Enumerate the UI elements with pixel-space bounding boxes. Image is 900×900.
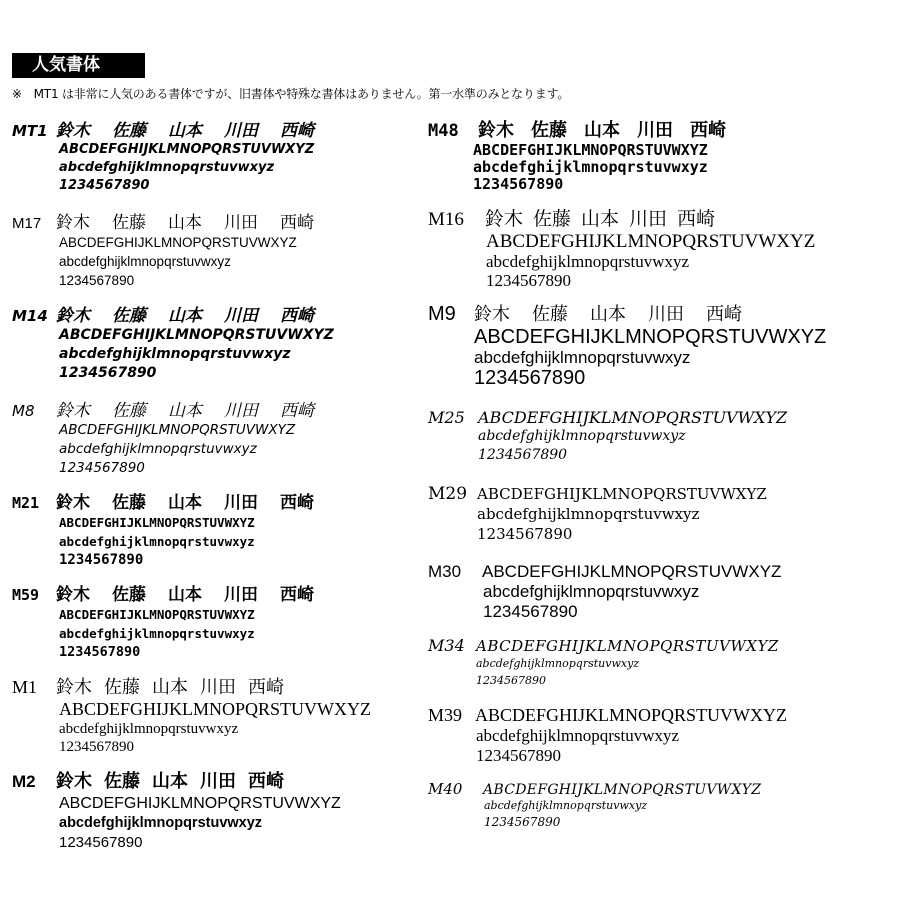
font-code: M34 [428, 636, 465, 655]
uppercase-sample: ABCDEFGHIJKLMNOPQRSTUVWXYZ [473, 141, 708, 159]
font-code: M8 [12, 402, 35, 420]
kanji-names: 鈴木 佐藤 山本 川田 西崎 [478, 120, 726, 141]
lowercase-sample: abcdefghijklmnopqrstuvwxyz [476, 726, 680, 745]
font-code: M59 [12, 586, 40, 604]
font-sample-m40 [428, 780, 761, 831]
font-sample-m14 [12, 301, 336, 383]
font-code: M9 [428, 303, 456, 325]
font-sample-m59 [12, 580, 336, 662]
uppercase-sample: ABCDEFGHIJKLMNOPQRSTUVWXYZ [59, 699, 372, 719]
uppercase-sample: ABCDEFGHIJKLMNOPQRSTUVWXYZ [482, 562, 782, 581]
lowercase-sample: abcdefghijklmnopqrstuvwxyz [59, 721, 239, 737]
uppercase-sample: ABCDEFGHIJKLMNOPQRSTUVWXYZ [476, 637, 779, 655]
lowercase-sample: abcdefghijklmnopqrstuvwxyz [484, 799, 648, 812]
kanji-names: 鈴木 佐藤 山本 川田 西崎 [474, 304, 742, 324]
digits-sample: 1234567890 [59, 644, 141, 660]
kanji-names: 鈴木 佐藤 山本 川田 西崎 [56, 585, 314, 605]
uppercase-sample: ABCDEFGHIJKLMNOPQRSTUVWXYZ [478, 408, 788, 427]
font-sample-m2 [12, 767, 341, 852]
font-sample-m48 [428, 116, 743, 193]
digits-sample: 1234567890 [59, 834, 143, 851]
digits-sample: 1234567890 [59, 739, 134, 755]
font-sample-mt1 [12, 116, 336, 195]
lowercase-sample: abcdefghijklmnopqrstuvwxyz [474, 348, 691, 367]
kanji-names: 鈴木 佐藤 山本 川田 西崎 [56, 306, 314, 326]
font-sample-m34 [428, 636, 779, 689]
lowercase-sample: abcdefghijklmnopqrstuvwxyz [59, 815, 263, 831]
digits-sample: 1234567890 [477, 525, 573, 543]
font-code: M48 [428, 121, 459, 141]
font-sample-m17 [12, 208, 336, 290]
lowercase-sample: abcdefghijklmnopqrstuvwxyz [59, 534, 255, 549]
section-title: 人気書体 [12, 53, 145, 78]
lowercase-sample: abcdefghijklmnopqrstuvwxyz [59, 254, 231, 269]
lowercase-sample: abcdefghijklmnopqrstuvwxyz [483, 582, 700, 601]
digits-sample: 1234567890 [59, 460, 145, 476]
lowercase-sample: abcdefghijklmnopqrstuvwxyz [478, 428, 686, 444]
uppercase-sample: ABCDEFGHIJKLMNOPQRSTUVWXYZ [59, 142, 315, 157]
lowercase-sample: abcdefghijklmnopqrstuvwxyz [476, 657, 640, 670]
digits-sample: 1234567890 [476, 746, 561, 765]
kanji-names: 鈴木 佐藤 山本 川田 西崎 [485, 209, 716, 230]
font-sample-m16 [428, 204, 815, 290]
digits-sample: 1234567890 [486, 271, 571, 290]
digits-sample: 1234567890 [476, 674, 546, 687]
font-code: M14 [12, 307, 48, 325]
font-code: M1 [12, 677, 38, 697]
font-code: M30 [428, 562, 462, 581]
kanji-names: 鈴木 佐藤 山本 川田 西崎 [56, 677, 284, 697]
uppercase-sample: ABCDEFGHIJKLMNOPQRSTUVWXYZ [477, 485, 767, 503]
font-code: MT1 [12, 122, 48, 140]
kanji-names: 鈴木 佐藤 山本 川田 西崎 [56, 771, 284, 791]
digits-sample: 1234567890 [483, 602, 578, 621]
lowercase-sample: abcdefghijklmnopqrstuvwxyz [59, 626, 255, 641]
lowercase-sample: abcdefghijklmnopqrstuvwxyz [486, 252, 690, 271]
font-sample-m21 [12, 488, 336, 570]
kanji-names: 鈴木 佐藤 山本 川田 西崎 [56, 213, 314, 232]
font-sample-m8 [12, 396, 336, 478]
digits-sample: 1234567890 [59, 178, 150, 193]
uppercase-sample: ABCDEFGHIJKLMNOPQRSTUVWXYZ [59, 327, 334, 343]
lowercase-sample: abcdefghijklmnopqrstuvwxyz [477, 505, 700, 523]
font-code: M39 [428, 705, 463, 725]
uppercase-sample: ABCDEFGHIJKLMNOPQRSTUVWXYZ [486, 231, 816, 252]
digits-sample: 1234567890 [474, 367, 586, 389]
font-sample-m29 [428, 484, 767, 544]
uppercase-sample: ABCDEFGHIJKLMNOPQRSTUVWXYZ [483, 782, 762, 798]
digits-sample: 1234567890 [59, 552, 144, 568]
digits-sample: 1234567890 [478, 447, 568, 463]
font-code: M21 [12, 494, 40, 512]
kanji-names: 鈴木 佐藤 山本 川田 西崎 [56, 121, 314, 141]
font-sample-m25 [428, 408, 787, 465]
kanji-names: 鈴木 佐藤 山本 川田 西崎 [56, 401, 314, 421]
font-code: M2 [12, 772, 36, 791]
digits-sample: 1234567890 [484, 815, 561, 829]
font-sample-m9 [428, 300, 826, 389]
lowercase-sample: abcdefghijklmnopqrstuvwxyz [473, 158, 708, 176]
font-code: M25 [428, 408, 465, 427]
font-sample-m30 [428, 562, 781, 622]
font-code: M16 [428, 209, 464, 230]
uppercase-sample: ABCDEFGHIJKLMNOPQRSTUVWXYZ [59, 607, 255, 622]
lowercase-sample: abcdefghijklmnopqrstuvwxyz [59, 346, 291, 362]
uppercase-sample: ABCDEFGHIJKLMNOPQRSTUVWXYZ [475, 705, 788, 725]
digits-sample: 1234567890 [59, 273, 135, 288]
section-note: ※ MT1 は非常に人気のある書体ですが、旧書体や特殊な書体はありません。第一水準のみとなります。 [12, 87, 570, 101]
font-sample-m39 [428, 705, 787, 766]
kanji-names: 鈴木 佐藤 山本 川田 西崎 [56, 493, 314, 513]
lowercase-sample: abcdefghijklmnopqrstuvwxyz [59, 160, 275, 175]
font-sample-m1 [12, 673, 371, 756]
digits-sample: 1234567890 [473, 175, 564, 193]
font-code: M17 [12, 215, 42, 232]
lowercase-sample: abcdefghijklmnopqrstuvwxyz [59, 441, 257, 457]
uppercase-sample: ABCDEFGHIJKLMNOPQRSTUVWXYZ [59, 795, 341, 812]
digits-sample: 1234567890 [59, 365, 157, 381]
font-code: M40 [428, 780, 463, 798]
uppercase-sample: ABCDEFGHIJKLMNOPQRSTUVWXYZ [474, 326, 827, 348]
uppercase-sample: ABCDEFGHIJKLMNOPQRSTUVWXYZ [59, 235, 297, 250]
uppercase-sample: ABCDEFGHIJKLMNOPQRSTUVWXYZ [59, 515, 255, 530]
uppercase-sample: ABCDEFGHIJKLMNOPQRSTUVWXYZ [59, 422, 296, 438]
font-code: M29 [428, 484, 468, 504]
